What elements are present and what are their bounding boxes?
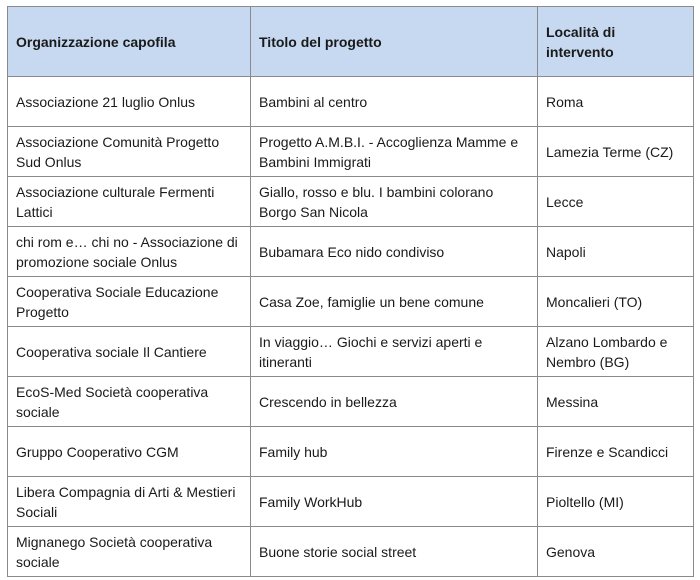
table-row xyxy=(8,77,694,127)
cell-organizzazione: Associazione culturale Fermenti Lattici xyxy=(8,177,251,227)
cell-localita: Firenze e Scandicci xyxy=(538,427,694,477)
cell-organizzazione: Libera Compagnia di Arti & Mestieri Sociali xyxy=(8,477,251,527)
cell-organizzazione: Cooperativa sociale Il Cantiere xyxy=(8,327,251,377)
cell-titolo: Family hub xyxy=(251,427,538,477)
cell-titolo: Casa Zoe, famiglie un bene comune xyxy=(251,277,538,327)
table-row xyxy=(8,227,694,277)
cell-titolo: Giallo, rosso e blu. I bambini colorano Borgo San Nicola xyxy=(251,177,538,227)
cell-organizzazione: Mignanego Società cooperativa sociale xyxy=(8,527,251,577)
table-row xyxy=(8,277,694,327)
cell-organizzazione: Gruppo Cooperativo CGM xyxy=(8,427,251,477)
cell-organizzazione: EcoS-Med Società cooperativa sociale xyxy=(8,377,251,427)
cell-localita: Roma xyxy=(538,77,694,127)
cell-titolo: Bubamara Eco nido condiviso xyxy=(251,227,538,277)
cell-localita: Napoli xyxy=(538,227,694,277)
cell-localita: Alzano Lombardo e Nembro (BG) xyxy=(538,327,694,377)
cell-titolo: Buone storie social street xyxy=(251,527,538,577)
cell-organizzazione: Cooperativa Sociale Educazione Progetto xyxy=(8,277,251,327)
cell-titolo: Progetto A.M.B.I. - Accoglienza Mamme e Bambini Immigrati xyxy=(251,127,538,177)
table-header xyxy=(8,7,694,77)
cell-organizzazione: chi rom e… chi no - Associazione di promozione sociale Onlus xyxy=(8,227,251,277)
header-titolo: Titolo del progetto xyxy=(251,7,538,77)
cell-titolo: Bambini al centro xyxy=(251,77,538,127)
table-row xyxy=(8,477,694,527)
table-row xyxy=(8,177,694,227)
cell-localita: Messina xyxy=(538,377,694,427)
cell-localita: Moncalieri (TO) xyxy=(538,277,694,327)
cell-organizzazione: Associazione 21 luglio Onlus xyxy=(8,77,251,127)
table-row xyxy=(8,327,694,377)
table-row xyxy=(8,427,694,477)
projects-table xyxy=(7,6,694,577)
table-row xyxy=(8,377,694,427)
cell-localita: Genova xyxy=(538,527,694,577)
cell-titolo: Crescendo in bellezza xyxy=(251,377,538,427)
cell-localita: Lecce xyxy=(538,177,694,227)
table-body xyxy=(8,77,694,577)
table-row xyxy=(8,127,694,177)
cell-titolo: Family WorkHub xyxy=(251,477,538,527)
cell-localita: Pioltello (MI) xyxy=(538,477,694,527)
cell-titolo: In viaggio… Giochi e servizi aperti e itineranti xyxy=(251,327,538,377)
header-organizzazione: Organizzazione capofila xyxy=(8,7,251,77)
header-row xyxy=(8,7,694,77)
header-localita: Località di intervento xyxy=(538,7,694,77)
cell-organizzazione: Associazione Comunità Progetto Sud Onlus xyxy=(8,127,251,177)
cell-localita: Lamezia Terme (CZ) xyxy=(538,127,694,177)
table-row xyxy=(8,527,694,577)
